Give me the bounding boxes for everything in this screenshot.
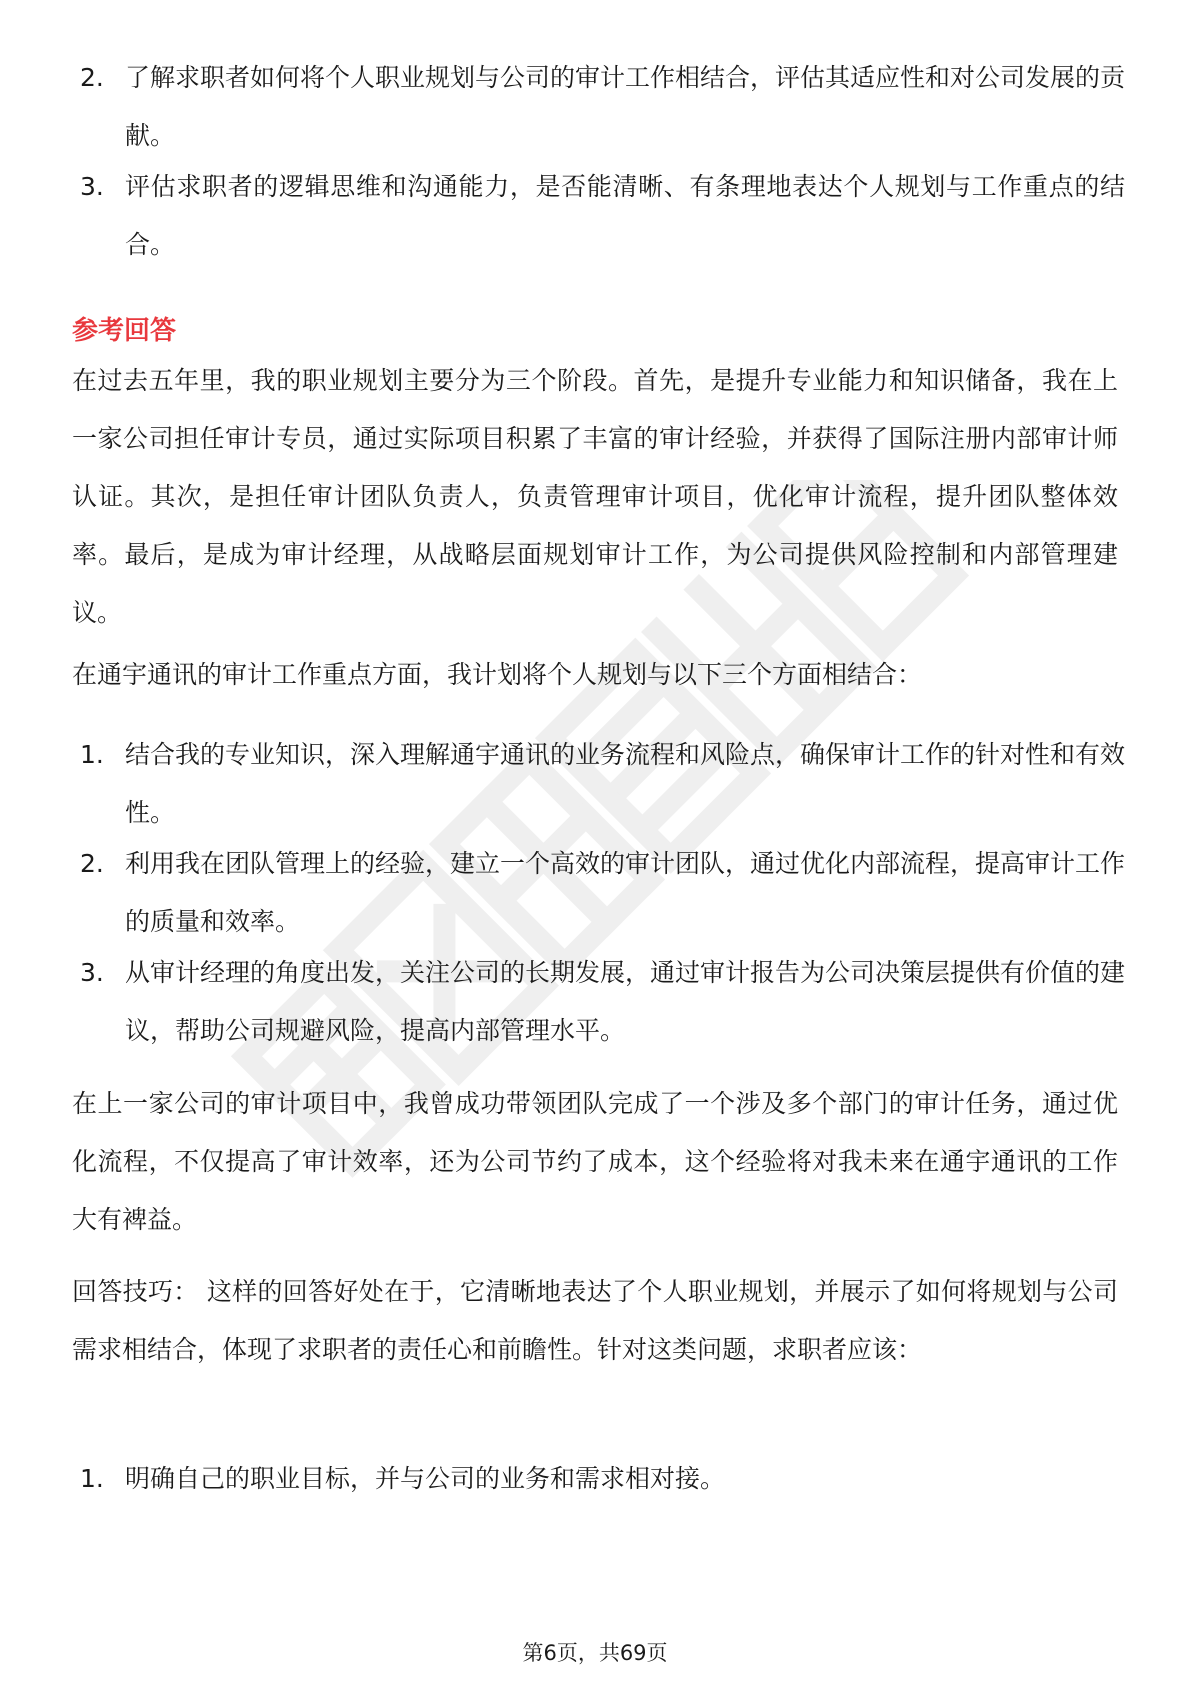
list-number: 1. (80, 1464, 104, 1493)
list-text: 评估求职者的逻辑思维和沟通能力，是否能清晰、有条理地表达个人规划与工作重点的结合。 (125, 172, 1125, 259)
paragraph: 在通宇通讯的审计工作重点方面，我计划将个人规划与以下三个方面相结合： (72, 660, 923, 689)
list-text: 了解求职者如何将个人职业规划与公司的审计工作相结合，评估其适应性和对公司发展的贡献。 (125, 63, 1126, 150)
list-text: 利用我在团队管理上的经验，建立一个高效的审计团队，通过优化内部流程，提高审计工作的质量和效率。 (125, 849, 1126, 936)
paragraph: 回答技巧： 这样的回答好处在于，它清晰地表达了个人职业规划，并展示了如何将规划与公司需求相结合，体现了求职者的责任心和前瞻性。针对这类问题，求职者应该： (72, 1277, 1118, 1364)
list-number: 3. (80, 172, 104, 201)
section-title: 参考回答 (72, 316, 177, 346)
list-number: 2. (80, 849, 104, 878)
list-number: 3. (80, 958, 104, 987)
list-text: 从审计经理的角度出发，关注公司的长期发展，通过审计报告为公司决策层提供有价值的建议，帮助公司规避风险，提高内部管理水平。 (125, 958, 1126, 1045)
paragraph: 在上一家公司的审计项目中，我曾成功带领团队完成了一个涉及多个部门的审计任务，通过优化流程，不仅提高了审计效率，还为公司节约了成本，这个经验将对我未来在通宇通讯的工作大有裨益。 (72, 1089, 1118, 1234)
list-text: 明确自己的职业目标，并与公司的业务和需求相对接。 (125, 1464, 726, 1493)
list-number: 2. (80, 63, 104, 92)
page-footer: 第6页，共69页 (522, 1641, 668, 1665)
paragraph: 在过去五年里，我的职业规划主要分为三个阶段。首先，是提升专业能力和知识储备，我在上一家公司担任审计专员，通过实际项目积累了丰富的审计经验，并获得了国际注册内部审计师认证。其次，是担任审计团队负责人，负责管理审计项目，优化审计流程，提升团队整体效率。最后，是成为审计经理，从战略层面规划审计工作，为公司提供风险控制和内部管理建议。 (72, 366, 1118, 627)
list-text: 结合我的专业知识，深入理解通宇通讯的业务流程和风险点，确保审计工作的针对性和有效性。 (125, 740, 1126, 827)
list-number: 1. (80, 740, 104, 769)
